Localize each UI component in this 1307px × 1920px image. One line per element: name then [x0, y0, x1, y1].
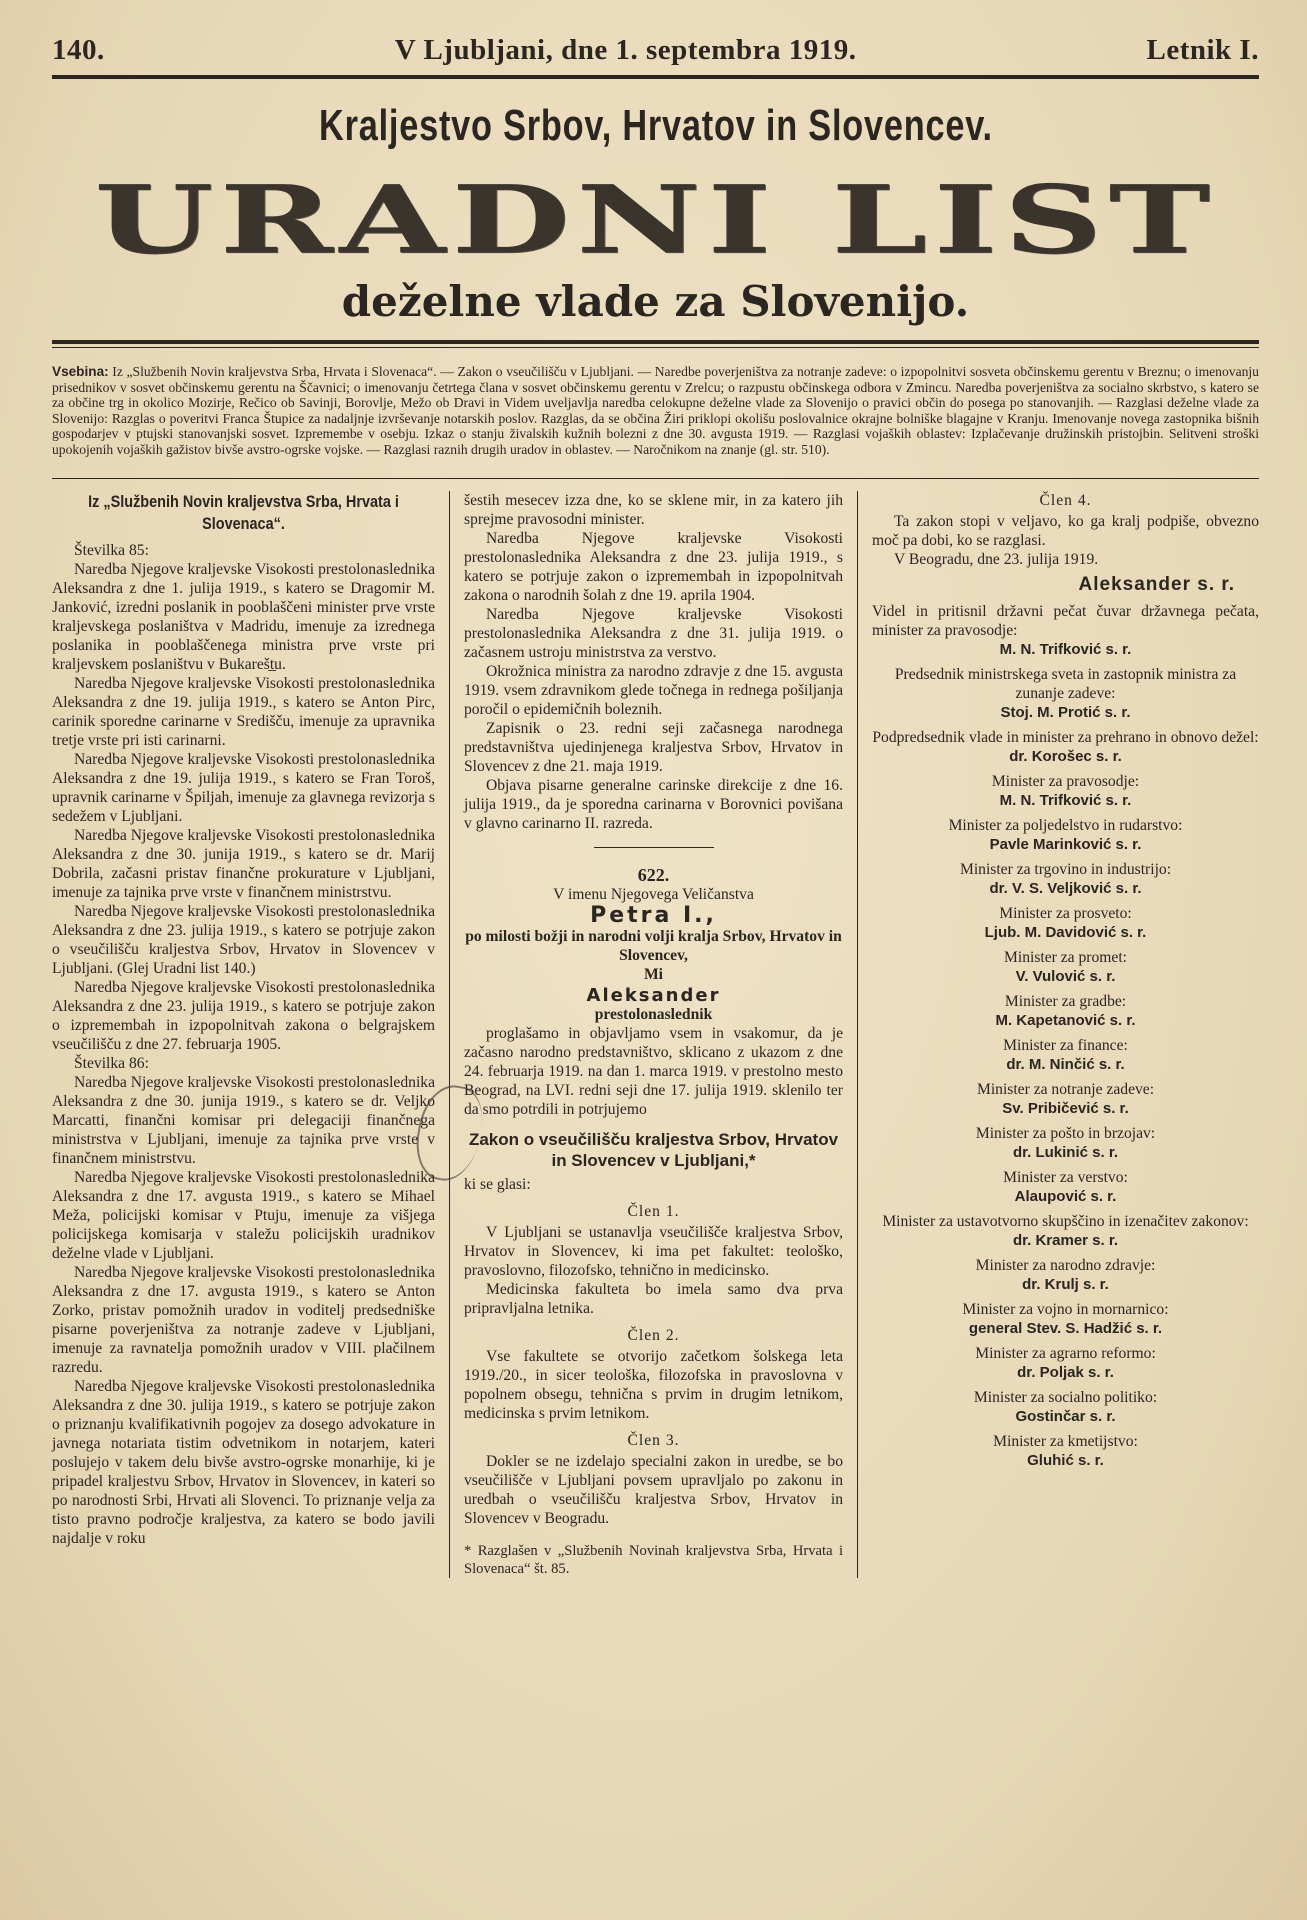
paragraph: Vse fakultete se otvorijo začetkom šolskega leta 1919./20., in sicer teološka, filozofska in pravoslovna v popolnem obsegu, tehnična s prvim in drugim letnikom, medicinska s prvim letnikom. — [464, 1347, 843, 1422]
minister-title: Minister za pravosodje: — [991, 772, 1140, 790]
column-2 — [450, 491, 858, 1578]
column-1 — [52, 491, 450, 1578]
article-1-heading: Člen 1. — [627, 1202, 680, 1220]
columns — [52, 478, 1259, 1578]
decree-number: 622. — [637, 864, 670, 885]
minister-title: Minister za promet: — [1004, 948, 1127, 966]
masthead-rule — [52, 340, 1259, 344]
minister-name: V. Vulović s. r. — [1015, 967, 1116, 985]
minister-name: Alaupović s. r. — [1014, 1187, 1117, 1205]
toc-text: Iz „Službenih Novin kraljevstva Srba, Hrvata i Slovenaca“. — Zakon o vseučilišču v Ljubljani. — Naredbe poverjeništva za notranje zadeve: o izpopolnitvi sosveta občinskemu gerentu v Breznu; o imenovanju prisednikov v sosvet občinskemu gerentu na Ščavnici; o imenovanju četrtega člana v sosvet občinskemu gerentu v Zrelcu; o razpustu občinskega odbora v Zmincu. Naredba poverjeništva za socialno skrbstvo, s katero se za občine trg in okolico Mozirje, Rečico ob Savinji, Borovlje, Mežo ob Dravi in Videm uveljavlja naredba celokupne deželne vlade za Slovenijo o pravici občin do posega po stanovanjih. — Razglasi deželne vlade za Slovenijo: Razglas o poveritvi Franca Štupice za nadaljnje izvrševanje notarskih poslov. Razglas, da se občina Žiri priklopi okolišu poslovalnice okrajne bolniške blagajne v Kranju. Imenovanje novega zastopnika bišnih gospodarjev v ptujski stanovanjski sosvet. Izpremembe v osebju. Izkaz o stanju živalskih kužnih bolezni z dne 30. avgusta 1919. — Razglasi vojaških oblastev: Izplačevanje družinskih pristojbin. Selitveni stroški upokojenih vojaških gažistov bivše avstro-ogrske vojske. — Razglasi raznih drugih uradov in oblastev. — Naročnikom na znanje (gl. str. 510). — [52, 364, 1259, 457]
minister-title: Minister za prosveto: — [999, 904, 1132, 922]
paragraph: Naredba Njegove kraljevske Visokosti prestolonaslednika Aleksandra z dne 30. junija 1919., s katero se dr. Marij Dobrila, začasni pristav finančne prokurature v Ljubljani, imenuje za tajnika prve vrste v finančnem ministrstvu. — [52, 826, 435, 901]
minister-title: Minister za verstvo: — [1003, 1168, 1128, 1186]
grace-line: po milosti božji in narodni volji kralja Srbov, Hrvatov in Slovencev, — [465, 927, 842, 964]
minister-name: Gluhić s. r. — [1027, 1451, 1104, 1469]
paragraph: Dokler se ne izdelajo specialni zakon in uredbe, se bo vseučilišče v Ljubljani povsem upravljalo po zakonu in uredbah o vseučilišču kraljestva Srbov, Hrvatov in Slovencev v Beogradu. — [464, 1452, 843, 1527]
paragraph: Okrožnica ministra za narodno zdravje z dne 15. avgusta 1919. vsem zdravnikom glede točnega in rednega pošiljanja poročil o epidemičnih boleznih. — [464, 662, 843, 718]
regent-name: Aleksander — [586, 984, 721, 1006]
paragraph: Medicinska fakulteta bo imela samo dva prva pripravljalna letnika. — [464, 1280, 843, 1317]
masthead-kingdom: Kraljestvo Srbov, Hrvatov in Slovencev. — [318, 101, 993, 150]
minister-name: general Stev. S. Hadžić s. r. — [968, 1319, 1163, 1337]
minister-name: Ljub. M. Davidović s. r. — [984, 923, 1147, 941]
header-line — [52, 34, 1259, 67]
minister-title: Minister za socialno politiko: — [973, 1388, 1158, 1406]
header-rule — [52, 75, 1259, 79]
place-date: V Beogradu, dne 23. julija 1919. — [894, 550, 1099, 568]
masthead-subtitle: deželne vlade za Slovenijo. — [341, 277, 970, 326]
issue-85-label: Številka 85: — [74, 541, 149, 559]
article-2-heading: Člen 2. — [627, 1326, 680, 1344]
issue-86-label: Številka 86: — [74, 1054, 149, 1072]
minister-title: Minister za notranje zadeve: — [976, 1080, 1155, 1098]
mi: Mi — [643, 965, 664, 983]
paragraph: Naredba Njegove kraljevske Visokosti prestolonaslednika Aleksandra z dne 31. julija 1919. o začasnem ustroju ministrstva za verstvo. — [464, 605, 843, 661]
law-intro: ki se glasi: — [464, 1175, 531, 1193]
minister-name: dr. M. Ninčić s. r. — [1006, 1055, 1125, 1073]
minister-name: Pavle Marinković s. r. — [989, 835, 1142, 853]
minister-name: dr. Lukinić s. r. — [1012, 1143, 1119, 1161]
minister-name: dr. Kramer s. r. — [1012, 1231, 1119, 1249]
minister-title: Minister za kmetijstvo: — [993, 1432, 1138, 1450]
paragraph: Naredba Njegove kraljevske Visokosti prestolonaslednika Aleksandra z dne 23. julija 1919., s katero se potrjuje zakon o vseučilišču kraljestva Srbov, Hrvatov in Slovencev v Ljubljani. (Glej Uradni list 140.) — [52, 902, 435, 977]
minister-name: M. N. Trifković s. r. — [999, 791, 1132, 809]
king-name: Petra I., — [590, 902, 717, 928]
paragraph: Naredba Njegove kraljevske Visokosti prestolonaslednika Aleksandra z dne 17. avgusta 1919., s katero se Mihael Meža, policijski komisar v Ptuju, imenuje za višjega policijskega komisarja v staležu policijskih uradnikov deželne vlade v Ljubljani. — [52, 1168, 435, 1262]
column-3 — [858, 491, 1259, 1578]
minister-title: Minister za trgovino in industrijo: — [959, 860, 1172, 878]
paragraph: Naredba Njegove kraljevske Visokosti prestolonaslednika Aleksandra z dne 30. julija 1919., s katero se potrjuje zakon o priznanju kvalifikativnih pogojev za dosego advokature in javnega notariata tistim odvetnikom in notarjem, kateri poslujejo v takem delu bivše avstro-ogrske monarhije, ki je pripadel kraljestvu Srbov, Hrvatov in Slovencev, in kateri so po narodnosti Srbi, Hrvati ali Slovenci. To priznanje velja za tisto pravno področje kraljestva, za katero se bodo javili najdalje v roku — [52, 1377, 435, 1547]
minister-title: Minister za vojno in mornarnico: — [962, 1300, 1169, 1318]
minister-name: M. Kapetanović s. r. — [995, 1011, 1136, 1029]
footnote: * Razglašen v „Službenih Novinah kraljevstva Srba, Hrvata i Slovenaca“ št. 85. — [464, 1542, 843, 1577]
ministers-list — [872, 640, 1259, 1470]
toc-label: Vsebina: — [52, 364, 109, 379]
minister-title: Minister za poljedelstvo in rudarstvo: — [948, 816, 1183, 834]
minister-title: Predsednik ministrskega sveta in zastopnik ministra za zunanje zadeve: — [894, 665, 1237, 702]
issue-number: 140. — [52, 34, 105, 66]
minister-name: dr. Poljak s. r. — [1017, 1363, 1114, 1381]
table-of-contents — [52, 364, 1259, 458]
paragraph: Naredba Njegove kraljevske Visokosti prestolonaslednika Aleksandra z dne 30. junija 1919., s katero se dr. Veljko Marcatti, finančni komisar pri delegaciji finančnega ministrstva v Ljubljani, imenuje za tajnika prve vrste v finančnem ministrstvu. — [52, 1073, 435, 1167]
paragraph: V Ljubljani se ustanavlja vseučilišče kraljestva Srbov, Hrvatov in Slovencev, ki ima pet fakultet: teološko, pravoslovno, filozofsko, tehnično in medicinsko. — [464, 1223, 843, 1279]
minister-name: Stoj. M. Protić s. r. — [1000, 703, 1131, 721]
paragraph: Naredba Njegove kraljevske Visokosti prestolonaslednika Aleksandra z dne 19. julija 1919., s katero se Anton Pirc, carinik sporedne carinarne v Središču, imenuje za upravnika tretje vrste pri isti carinarni. — [52, 674, 435, 749]
minister-title: Minister za gradbe: — [1004, 992, 1127, 1010]
regent-title: prestolonaslednik — [594, 1005, 713, 1023]
minister-title: Minister za agrarno reformo: — [975, 1344, 1156, 1362]
proclamation: proglašamo in objavljamo vsem in vsakomur, da je začasno narodno predstavništvo, sklicano z ukazom z dne 24. februarja 1919. na dan 1. marca 1919. v prestolno mesto Beograd, na LVI. redni seji dne 17. julija 1919. sklenilo ter da smo potrdili in potrjujemo — [464, 1024, 843, 1118]
section-separator — [594, 847, 714, 848]
article-3-heading: Člen 3. — [627, 1431, 680, 1449]
column-1-heading: Iz „Službenih Novin kraljevstva Srba, Hrvata i Slovenaca“. — [88, 491, 399, 533]
paragraph: Zapisnik o 23. redni seji začasnega narodnega predstavništva ujedinjenega kraljestva Srbov, Hrvatov in Slovencev z dne 21. maja 1919. — [464, 719, 843, 775]
minister-name: dr. V. S. Veljković s. r. — [989, 879, 1142, 897]
paragraph: Ta zakon stopi v veljavo, ko ga kralj podpiše, obvezno moč pa dobi, ko se razglasi. — [872, 512, 1259, 549]
paragraph: Naredba Njegove kraljevske Visokosti prestolonaslednika Aleksandra z dne 17. avgusta 1919., s katero se Anton Zorko, pristav pomožnih uradov in voditelj predsedniške pisarne poverjeništva za notranje zadeve v Ljubljani, imenuje za ravnatelja pomožnih uradov v VIII. plačilnem razredu. — [52, 1263, 435, 1376]
paragraph: Naredba Njegove kraljevske Visokosti prestolonaslednika Aleksandra z dne 19. julija 1919., s katero se Fran Toroš, upravnik carinarne v Špiljah, imenuje za glavnega revizorja s sedežem v Ljubljani. — [52, 750, 435, 825]
in-the-name: V imenu Njegovega Veličanstva — [553, 885, 754, 903]
paragraph: Objava pisarne generalne carinske direkcije z dne 16. julija 1919., da je sporedna carinarna v Borovnici povišana v glavno carinarno II. razreda. — [464, 776, 843, 832]
minister-title: Minister za ustavotvorno skupščino in izenačitev zakonov: — [882, 1212, 1249, 1230]
minister-title: Podpredsednik vlade in minister za prehrano in obnovo dežel: — [872, 728, 1259, 746]
paragraph: Naredba Njegove kraljevske Visokosti prestolonaslednika Aleksandra z dne 1. julija 1919., s katero se Dragomir M. Janković, izredni poslanik in pooblaščeni minister prve vrste kraljevskega poslaništva v Madridu, imenuje za izrednega poslanika in pooblaščenega ministra prve vrste pri kraljevskem poslaništvu v Bukarešt̲u. — [52, 560, 435, 673]
masthead-title: URADNI LIST — [94, 164, 1217, 275]
minister-name: dr. Krulj s. r. — [1022, 1275, 1109, 1293]
seal-note: Videl in pritisnil državni pečat čuvar državnega pečata, minister za pravosodje: — [872, 602, 1259, 639]
dateline: V Ljubljani, dne 1. septembra 1919. — [394, 34, 857, 66]
minister-name: Gostinčar s. r. — [1015, 1407, 1116, 1425]
masthead — [52, 101, 1259, 326]
volume: Letnik I. — [1146, 34, 1259, 66]
regent-signature: Aleksander s. r. — [1078, 573, 1235, 595]
paragraph: šestih mesecev izza dne, ko se sklene mir, in za katero jih sprejme pravosodni minister. — [464, 491, 843, 528]
minister-name: M. N. Trifković s. r. — [999, 640, 1132, 658]
law-title: Zakon o vseučilišču kraljestva Srbov, Hrvatov in Slovencev v Ljubljani,* — [468, 1129, 839, 1170]
minister-name: dr. Korošec s. r. — [1009, 747, 1122, 765]
minister-title: Minister za narodno zdravje: — [975, 1256, 1156, 1274]
minister-name: Sv. Pribičević s. r. — [1002, 1099, 1129, 1117]
minister-title: Minister za finance: — [1003, 1036, 1128, 1054]
minister-title: Minister za pošto in brzojav: — [975, 1124, 1156, 1142]
paragraph: Naredba Njegove kraljevske Visokosti prestolonaslednika Aleksandra z dne 23. julija 1919., s katero se potrjuje zakon o izpremembah in izpopolnitvah zakona o belgrajskem vseučilišču z dne 27. februarja 1905. — [52, 978, 435, 1053]
masthead-rule-thin — [52, 347, 1259, 348]
paragraph: Naredba Njegove kraljevske Visokosti prestolonaslednika Aleksandra z dne 23. julija 1919., s katero se potrjuje zakon o izpremembah in izpopolnitvah zakona o narodnih šolah z dne 19. aprila 1904. — [464, 529, 843, 604]
article-4-heading: Člen 4. — [1039, 491, 1092, 509]
